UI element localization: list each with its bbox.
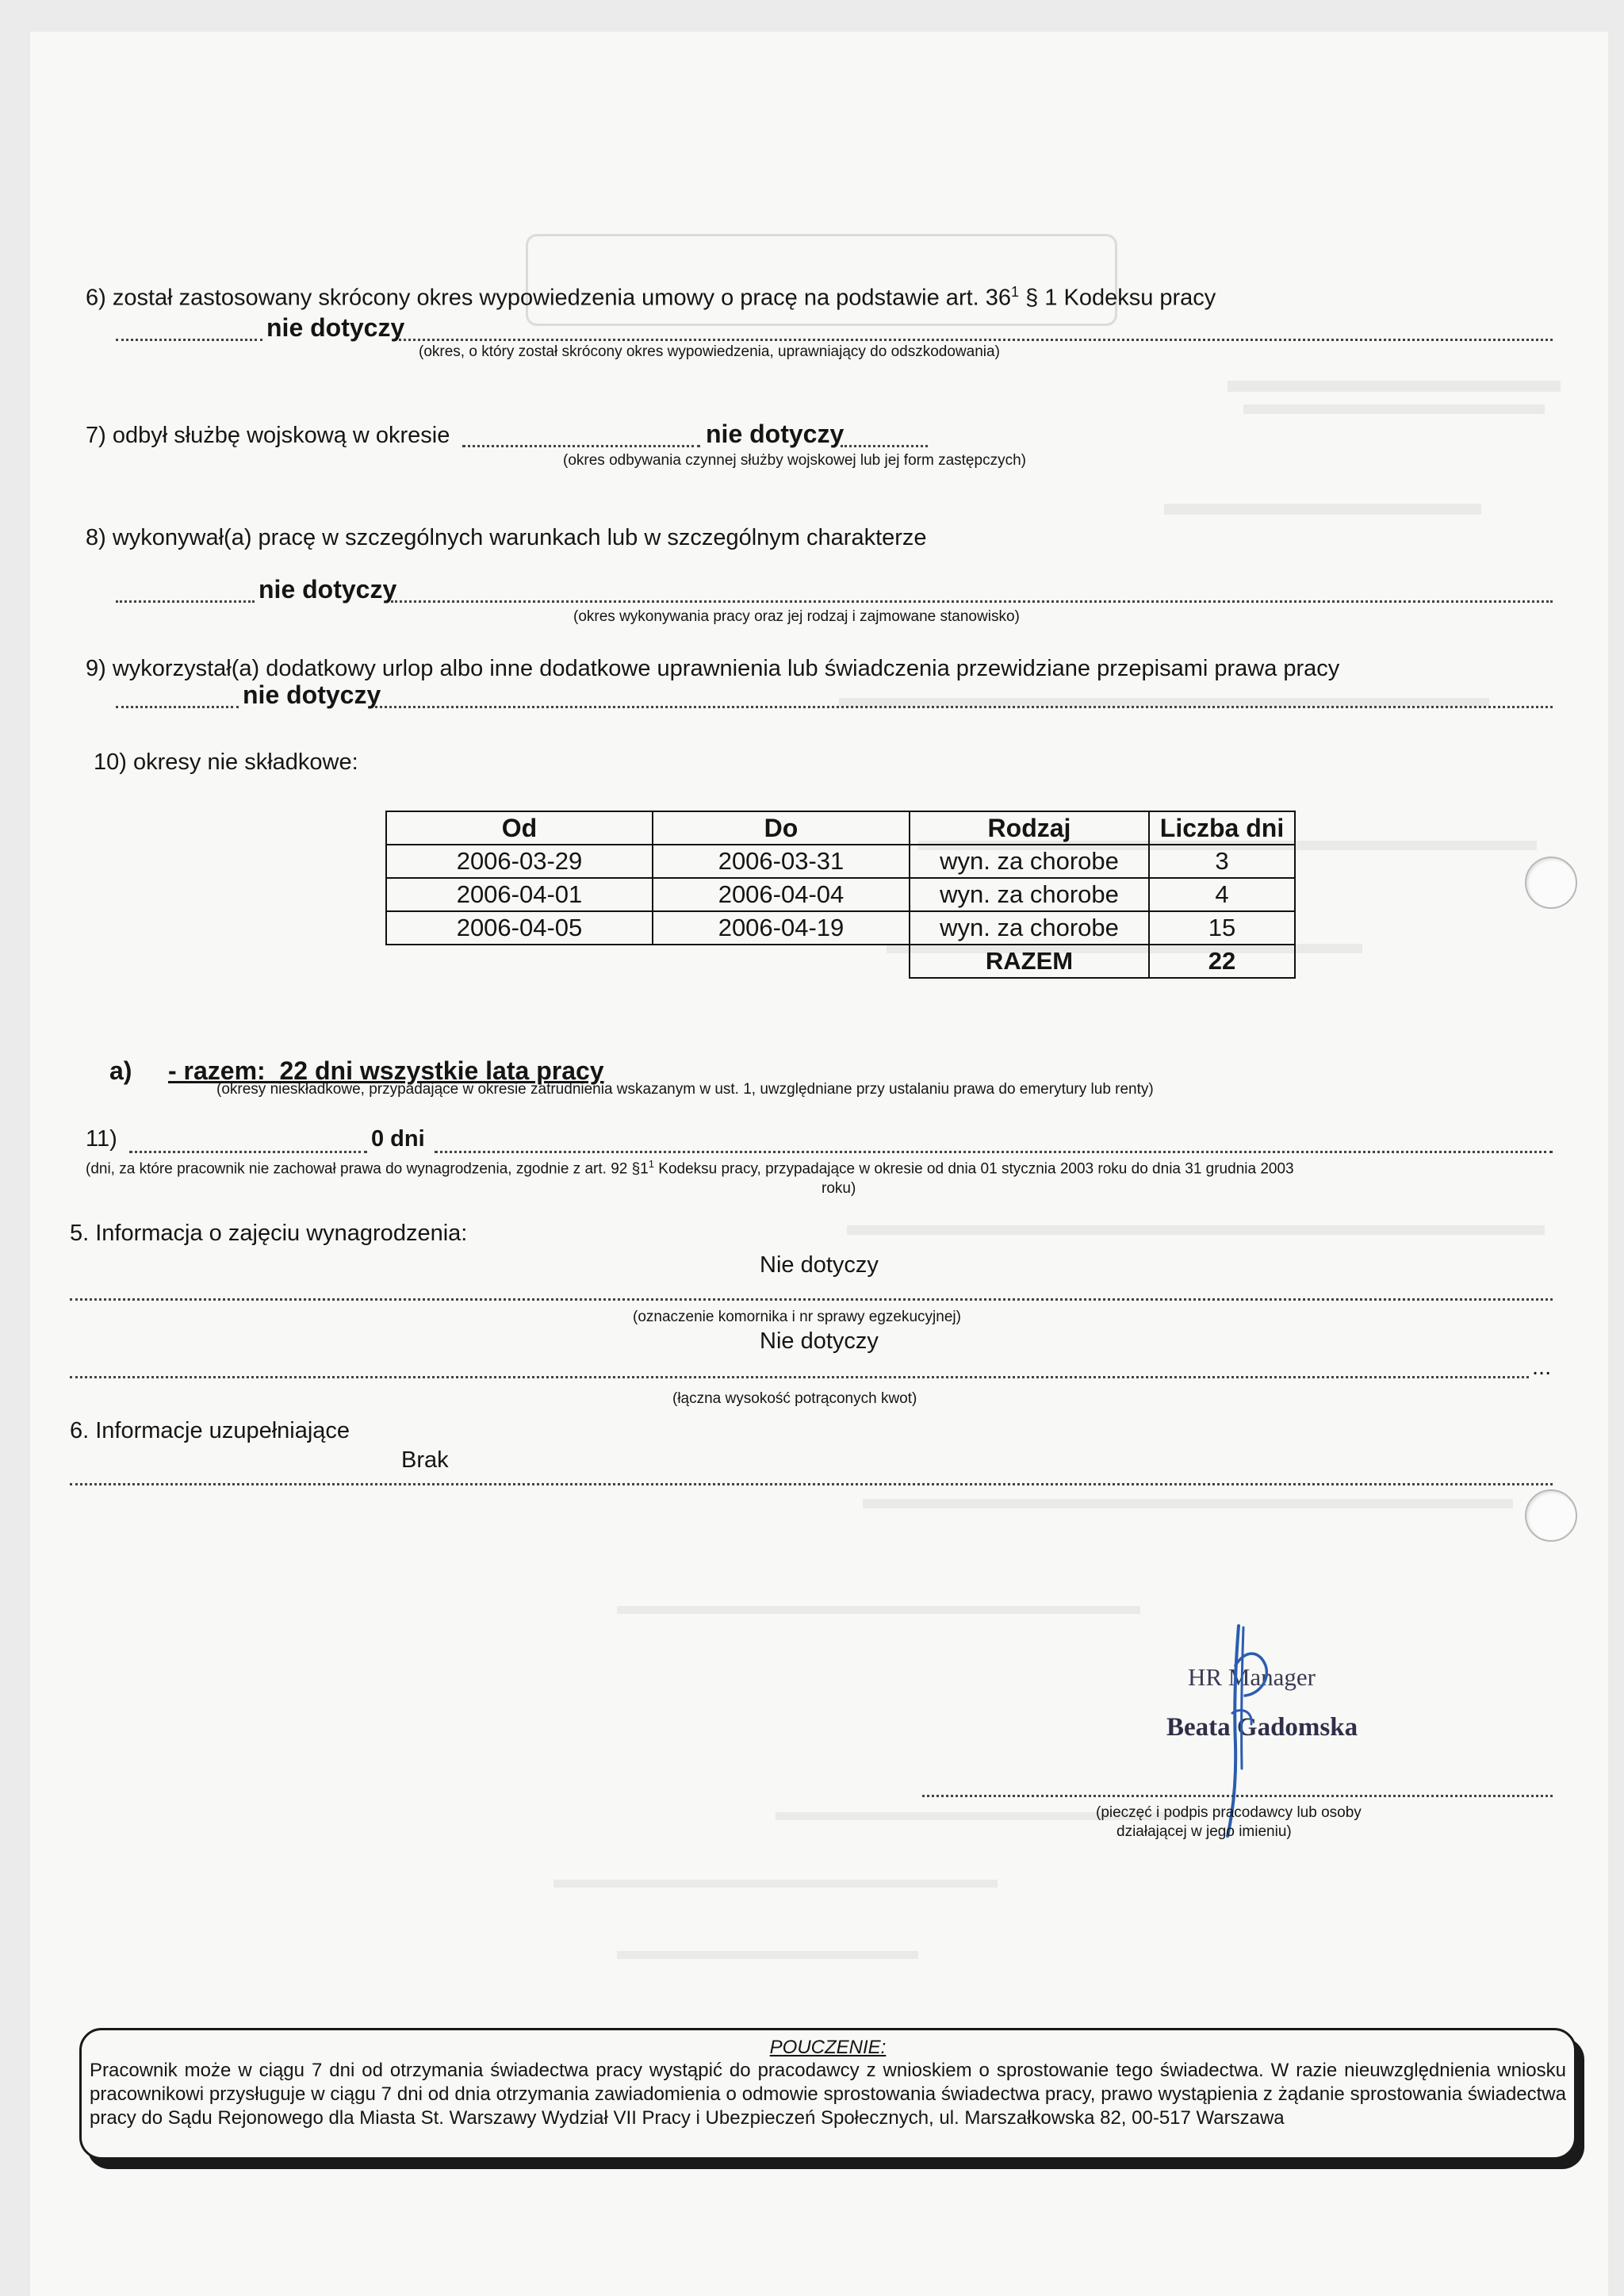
table-row — [386, 845, 1295, 878]
item11-caption-sup: 1 — [648, 1158, 654, 1170]
dotted-line — [70, 1298, 1553, 1301]
signature-line — [922, 1795, 1553, 1797]
section5-value2: Nie dotyczy — [760, 1328, 879, 1354]
section5-caption1: (oznaczenie komornika i nr sprawy egzekucyjnej) — [633, 1309, 961, 1325]
cell-do: 2006-03-31 — [653, 845, 910, 878]
cell-od: 2006-04-01 — [386, 878, 653, 911]
cell-liczba-dni: 15 — [1149, 911, 1295, 945]
item6-text-end: § 1 Kodeksu pracy — [1025, 285, 1216, 311]
table-total-row — [386, 945, 1295, 978]
bleed-through-line — [617, 1951, 918, 1959]
bleed-through-line — [847, 1225, 1545, 1235]
dotted-line — [129, 1151, 367, 1153]
stamp-name: Beata Gadomska — [1166, 1713, 1358, 1742]
cell-od: 2006-04-05 — [386, 911, 653, 945]
cell-rodzaj: wyn. za chorobe — [910, 845, 1149, 878]
table-header-row — [386, 811, 1295, 845]
item8-text: 8) wykonywał(a) pracę w szczególnych warunkach lub w szczególnym charakterze — [86, 525, 927, 550]
item6-line — [86, 284, 1216, 312]
signature-caption2: działającej w jego imieniu) — [1116, 1823, 1292, 1840]
notice-box — [79, 2028, 1576, 2160]
item11-caption — [86, 1158, 1294, 1178]
column-header-do: Do — [653, 811, 910, 845]
table-row — [386, 911, 1295, 945]
item7-value: nie dotyczy — [706, 420, 845, 448]
blank-cell — [653, 945, 910, 978]
item10-text: 10) okresy nie składkowe: — [94, 749, 358, 775]
cell-liczba-dni: 3 — [1149, 845, 1295, 878]
dotted-line — [116, 706, 239, 708]
section6-value: Brak — [401, 1447, 449, 1473]
signature-caption1: (pieczęć i podpis pracodawcy lub osoby — [1096, 1804, 1362, 1821]
cell-do: 2006-04-19 — [653, 911, 910, 945]
item6-caption: (okres, o który został skrócony okres wypowiedzenia, uprawniający do odszkodowania) — [419, 343, 1000, 360]
dotted-line — [70, 1376, 1529, 1378]
cell-rodzaj: wyn. za chorobe — [910, 911, 1149, 945]
section5-tail: ... — [1532, 1355, 1552, 1380]
item8-value: nie dotyczy — [259, 575, 397, 604]
column-header-liczba-dni: Liczba dni — [1149, 811, 1295, 845]
dotted-line — [391, 600, 1553, 603]
item6-sup: 1 — [1011, 284, 1020, 300]
stamp-role: HR Manager — [1188, 1663, 1316, 1691]
cell-liczba-dni: 4 — [1149, 878, 1295, 911]
cell-do: 2006-04-04 — [653, 878, 910, 911]
section5-caption2: (łączna wysokość potrąconych kwot) — [672, 1390, 917, 1407]
item11-caption-text-end: Kodeksu pracy, przypadające w okresie od dnia 01 stycznia 2003 roku do dnia 31 grudnia 2003 — [658, 1160, 1294, 1178]
dotted-line — [841, 445, 928, 447]
notice-title: POUCZENIE: — [769, 2037, 887, 2058]
total-value: 22 — [1149, 945, 1295, 978]
item9-value: nie dotyczy — [243, 680, 381, 709]
section5-title: 5. Informacja o zajęciu wynagrodzenia: — [70, 1221, 468, 1246]
dotted-line — [435, 1151, 1553, 1153]
item9-text: 9) wykorzystał(a) dodatkowy urlop albo inne dodatkowe uprawnienia lub świadczenia przewidziane przepisami prawa pracy — [86, 656, 1340, 681]
dotted-line — [116, 339, 262, 341]
column-header-od: Od — [386, 811, 653, 845]
document-page — [30, 32, 1608, 2296]
bleed-through-line — [1243, 404, 1545, 414]
blank-cell — [386, 945, 653, 978]
bleed-through-line — [1164, 504, 1481, 515]
item6-value: nie dotyczy — [266, 313, 405, 342]
item11-value: 0 dni — [371, 1126, 425, 1152]
item-a-caption: (okresy nieskładkowe, przypadające w okresie zatrudnienia wskazanym w ust. 1, uwzględniane przy ustalaniu prawa do emerytury lub renty) — [216, 1081, 1154, 1098]
punch-hole — [1525, 1489, 1577, 1542]
dotted-line — [375, 706, 1553, 708]
column-header-rodzaj: Rodzaj — [910, 811, 1149, 845]
bleed-through-line — [553, 1880, 998, 1888]
item6-text: 6) został zastosowany skrócony okres wypowiedzenia umowy o pracę na podstawie art. 36 — [86, 285, 1012, 311]
item11-label: 11) — [86, 1126, 117, 1152]
item-a-label: a) — [109, 1056, 132, 1085]
bleed-through-line — [617, 1606, 1140, 1614]
item-a-text: - razem: 22 dni wszystkie lata pracy — [168, 1056, 604, 1085]
dotted-line — [116, 600, 255, 603]
section5-value1: Nie dotyczy — [760, 1252, 879, 1278]
table-row — [386, 878, 1295, 911]
dotted-line — [399, 339, 1553, 341]
total-label: RAZEM — [910, 945, 1149, 978]
item11-caption-continued: roku) — [822, 1180, 856, 1197]
notice-body: Pracownik może w ciągu 7 dni od otrzymania świadectwa pracy wystąpić do pracodawcy z wnioskiem o sprostowanie tego świadectwa. W razie nieuwzględnienia wniosku pracownikowi przysługuje w ciągu 7 dni od dnia otrzymania zawiadomienia o odmowie sprostowania świadectwa pracy, prawo wystąpienia z żądanie sprostowania świadectwa pracy do Sądu Rejonowego dla Miasta St. Warszawy Wydział VII Pracy i Ubezpieczeń Społecznych, ul. Marszałkowska 82, 00-517 Warszawa — [90, 2060, 1566, 2129]
bleed-through-line — [863, 1499, 1513, 1508]
dotted-line — [462, 445, 700, 447]
bleed-through-box — [526, 234, 1117, 326]
cell-od: 2006-03-29 — [386, 845, 653, 878]
nonpremium-periods-table — [385, 811, 1296, 979]
item7-caption: (okres odbywania czynnej służby wojskowej lub jej form zastępczych) — [563, 452, 1026, 469]
punch-hole — [1525, 857, 1577, 909]
bleed-through-line — [1228, 381, 1561, 392]
cell-rodzaj: wyn. za chorobe — [910, 878, 1149, 911]
dotted-line — [70, 1483, 1553, 1485]
item7-text: 7) odbył służbę wojskową w okresie — [86, 423, 450, 448]
item8-caption: (okres wykonywania pracy oraz jej rodzaj i zajmowane stanowisko) — [573, 608, 1020, 625]
item11-caption-text: (dni, za które pracownik nie zachował prawa do wynagrodzenia, zgodnie z art. 92 §1 — [86, 1160, 649, 1178]
section6-title: 6. Informacje uzupełniające — [70, 1418, 350, 1443]
